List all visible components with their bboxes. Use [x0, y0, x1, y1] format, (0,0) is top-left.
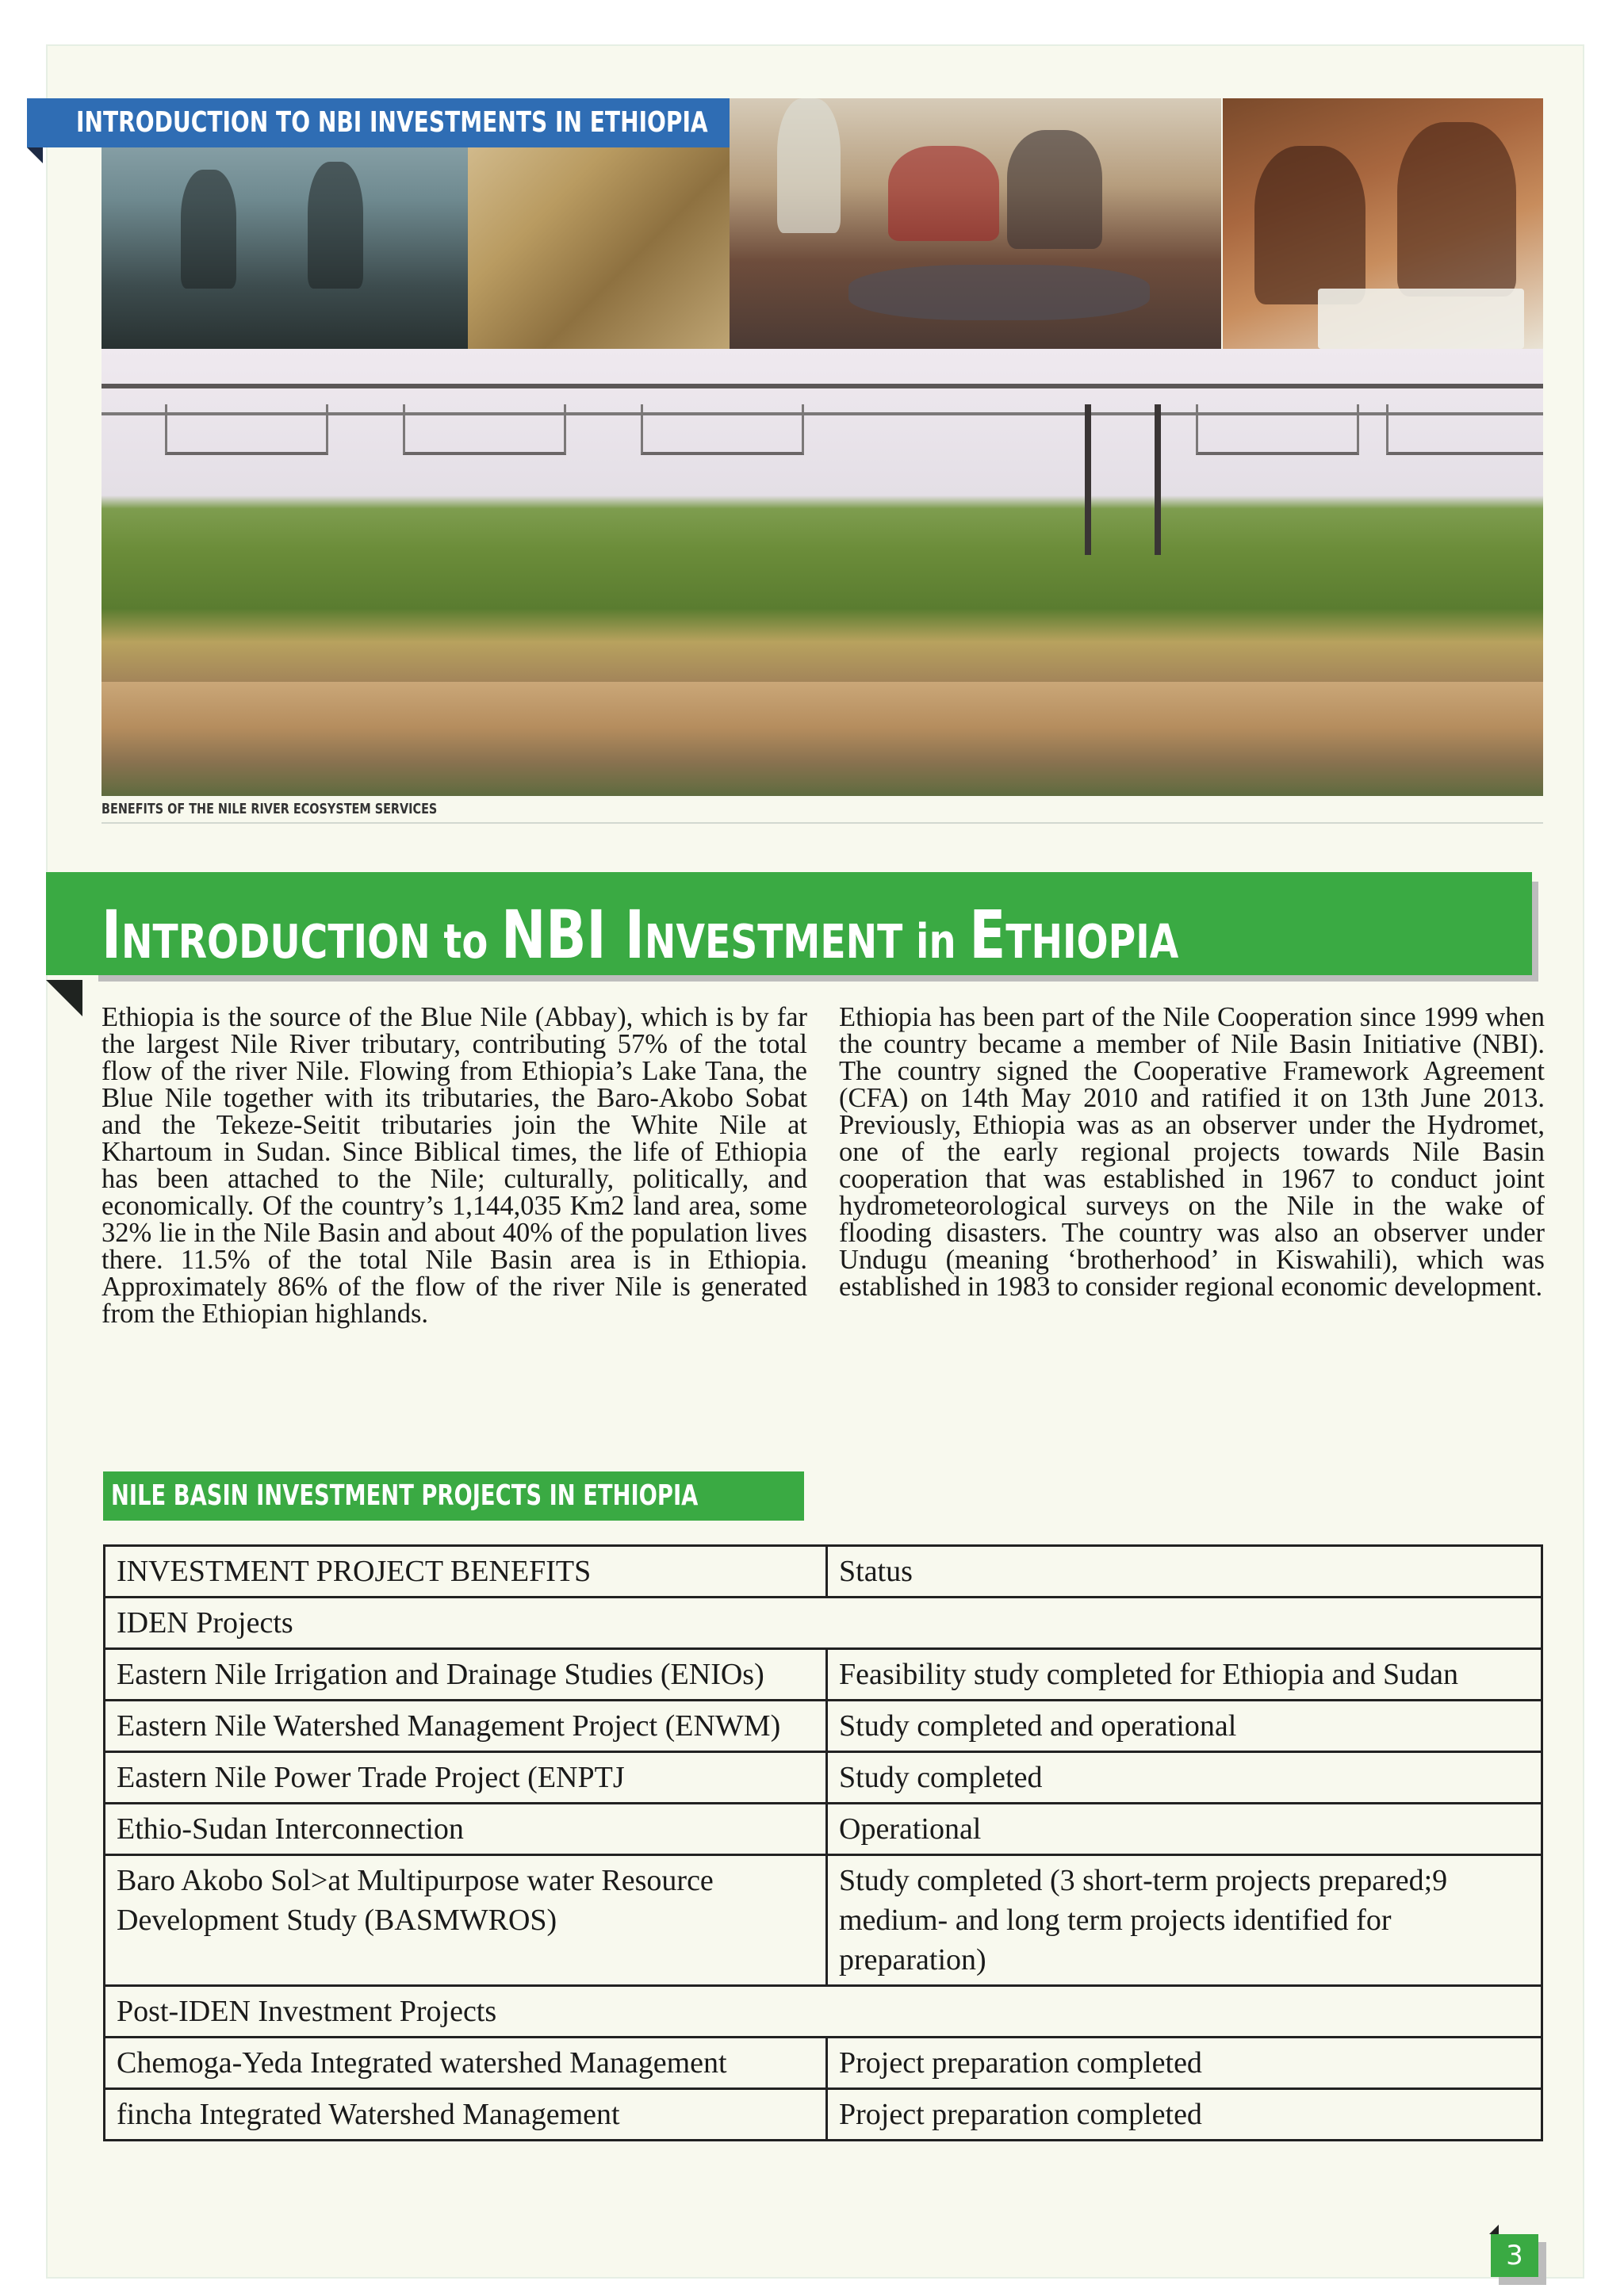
title-word: Ethiopia [969, 896, 1179, 974]
group-cell: Post-IDEN Investment Projects [105, 1986, 1542, 2038]
heading-fold [46, 980, 82, 1016]
section-banner-title: INTRODUCTION TO NBI INVESTMENTS IN ETHIOPIA [76, 106, 708, 139]
project-status-cell: Study completed and operational [827, 1701, 1542, 1752]
group-cell: IDEN Projects [105, 1598, 1542, 1649]
photo-fish-market [730, 98, 1221, 349]
table-group-row [105, 1598, 1542, 1649]
project-name-cell: Eastern Nile Irrigation and Drainage Studies (ENIOs) [105, 1649, 827, 1701]
title-word: NBI [501, 896, 607, 974]
table-row [105, 1804, 1542, 1855]
project-status-cell: Project preparation completed [827, 2038, 1542, 2089]
table-row [105, 1701, 1542, 1752]
project-status-cell: Project preparation completed [827, 2089, 1542, 2141]
table-row [105, 2038, 1542, 2089]
page-number-fold [1489, 2225, 1499, 2234]
photo-caption: BENEFITS OF THE NILE RIVER ECOSYSTEM SERVICES [102, 801, 438, 817]
photo-center-pivot-irrigation [102, 349, 1543, 682]
intro-paragraph-right: Ethiopia has been part of the Nile Cooperation since 1999 when the country became a member of Nile Basin Initiative (NBI). The country signed the Cooperative Framework Agreement (CFA) on 14th May 2010 and ratified it on 13th June 2013. Previously, Ethiopia was as an observer under the Hydromet, one of the early regional projects towards Nile Basin cooperation that was established in 1967 to conduct joint hydrometeorological surveys on the Nile in the wake of flooding disasters. The country was also an observer under Undugu (meaning ‘brotherhood’ in Kiswahili), which was established in 1983 to consider regional economic development. [839, 1002, 1545, 1302]
title-word: Investment [606, 896, 903, 974]
project-name-cell: Eastern Nile Power Trade Project (ENPTJ [105, 1752, 827, 1804]
project-status-cell: Feasibility study completed for Ethiopia and Sudan [827, 1649, 1542, 1701]
header-cell: INVESTMENT PROJECT BENEFITS [105, 1546, 827, 1598]
caption-divider [102, 822, 1543, 824]
title-word: in [902, 914, 970, 970]
table-group-row [105, 1986, 1542, 2038]
table-row [105, 1752, 1542, 1804]
photo-highland-landscape [102, 682, 1543, 796]
intro-paragraph-left: Ethiopia is the source of the Blue Nile (Abbay), which is by far the largest Nile River tributary, contributing 57% of the total flow of the river Nile. Flowing from Ethiopia’s Lake Tana, the Blue Nile together with its tributaries, the Baro-Akobo Sobat and the Tekeze-Seitit tributaries join the White Nile at Khartoum in Sudan. Since Biblical times, the life of Ethiopia has been attached to the Nile; culturally, politically, and economically. Of the country’s 1,144,035 Km2 land area, some 32% lie in the Nile Basin and about 40% of the population lives there. 11.5% of the total Nile Basin area is in Ethiopia. Approximately 86% of the flow of the river Nile is generated from the Ethiopian highlands. [102, 1002, 807, 1329]
project-status-cell: Study completed (3 short-term projects prepared;9 medium- and long term projects identified for preparation) [827, 1855, 1542, 1986]
page-title [102, 896, 1178, 974]
table-row [105, 1855, 1542, 1986]
project-name-cell: fincha Integrated Watershed Management [105, 2089, 827, 2141]
projects-section-title: NILE BASIN INVESTMENT PROJECTS IN ETHIOPIA [111, 1479, 699, 1512]
table-row [105, 2089, 1542, 2141]
project-status-cell: Study completed [827, 1752, 1542, 1804]
table-row [105, 1649, 1542, 1701]
project-name-cell: Eastern Nile Watershed Management Project (ENWM) [105, 1701, 827, 1752]
project-name-cell: Chemoga-Yeda Integrated watershed Management [105, 2038, 827, 2089]
header-cell: Status [827, 1546, 1542, 1598]
project-name-cell: Ethio-Sudan Interconnection [105, 1804, 827, 1855]
page-number: 3 [1506, 2240, 1523, 2271]
project-status-cell: Operational [827, 1804, 1542, 1855]
photo-schoolgirls [1223, 98, 1543, 349]
title-word: to [430, 914, 502, 970]
project-name-cell: Baro Akobo Sol>at Multipurpose water Resource Development Study (BASMWROS) [105, 1855, 827, 1986]
table-header-row [105, 1546, 1542, 1598]
banner-fold [27, 147, 43, 163]
title-word: Introduction [102, 896, 431, 974]
projects-table [103, 1544, 1543, 2141]
